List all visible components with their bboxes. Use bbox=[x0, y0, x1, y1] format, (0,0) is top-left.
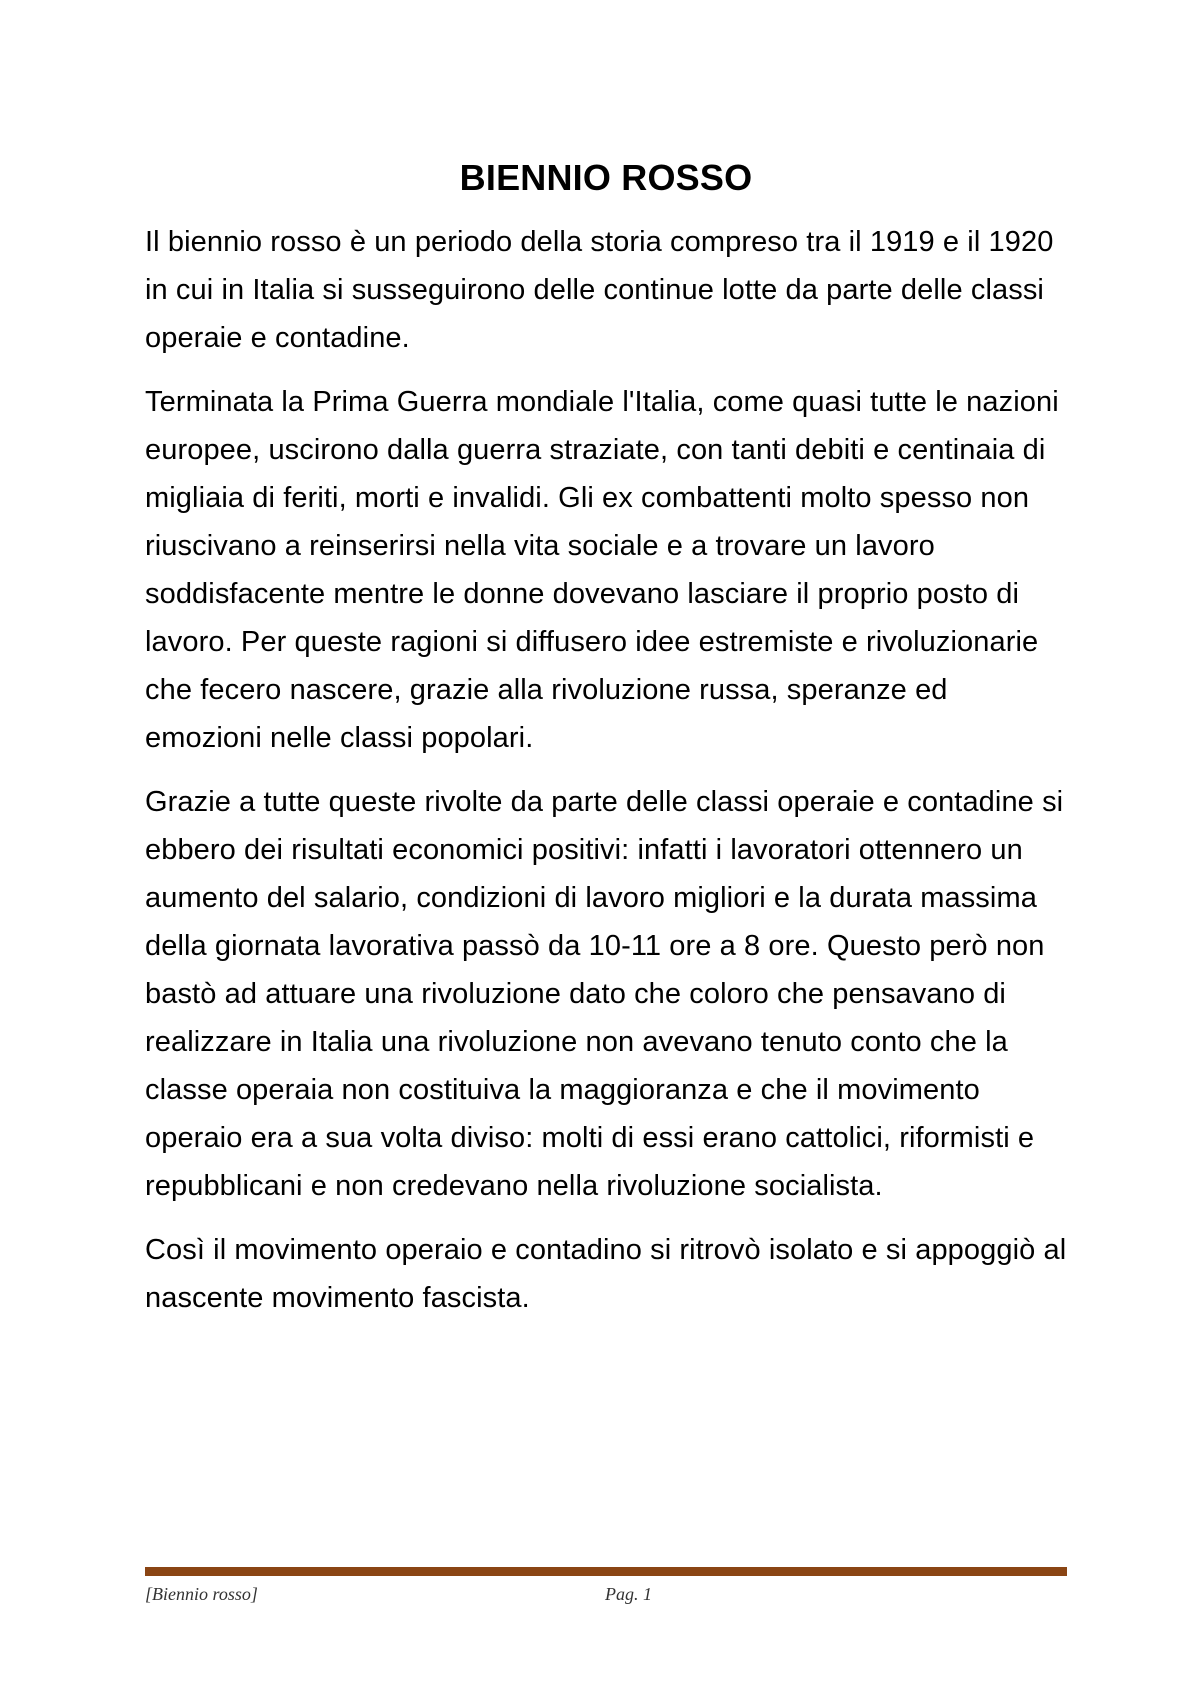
footer-title: [Biennio rosso] bbox=[145, 1584, 258, 1604]
document-body bbox=[145, 148, 1067, 1338]
page-number: Pag. 1 bbox=[605, 1584, 652, 1604]
paragraph: Grazie a tutte queste rivolte da parte delle classi operaie e contadine si ebbero dei risultati economici positivi: infatti i lavoratori ottennero un aumento del salario, condizioni di lavoro migliori e la durata massima della giornata lavorativa passò da 10-11 ore a 8 ore. Questo però non bastò ad attuare una rivoluzione dato che coloro che pensavano di realizzare in Italia una rivoluzione non avevano tenuto conto che la classe operaia non costituiva la maggioranza e che il movimento operaio era a sua volta diviso: molti di essi erano cattolici, riformisti e repubblicani e non credevano nella rivoluzione socialista. bbox=[145, 786, 1064, 1202]
paragraph: Terminata la Prima Guerra mondiale l'Italia, come quasi tutte le nazioni europee, uscirono dalla guerra straziate, con tanti debiti e centinaia di migliaia di feriti, morti e invalidi. Gli ex combattenti molto spesso non riuscivano a reinserirsi nella vita sociale e a trovare un lavoro soddisfacente mentre le donne dovevano lasciare il proprio posto di lavoro. Per queste ragioni si diffusero idee estremiste e rivoluzionarie che fecero nascere, grazie alla rivoluzione russa, speranze ed emozioni nelle classi popolari. bbox=[145, 386, 1059, 754]
paragraph: Così il movimento operaio e contadino si ritrovò isolato e si appoggiò al nascente movimento fascista. bbox=[145, 1234, 1067, 1314]
footer-divider bbox=[145, 1567, 1067, 1576]
page-footer bbox=[145, 1584, 1067, 1614]
paragraph: Il biennio rosso è un periodo della storia compreso tra il 1919 e il 1920 in cui in Italia si susseguirono delle continue lotte da parte delle classi operaie e contadine. bbox=[145, 226, 1054, 354]
document-title: BIENNIO ROSSO bbox=[459, 157, 753, 198]
